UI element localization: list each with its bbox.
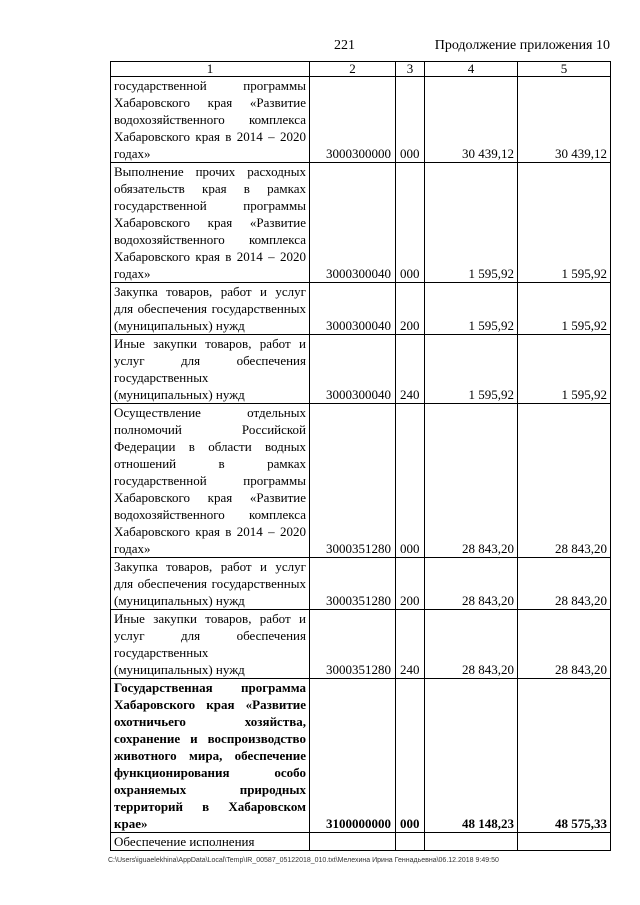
expense-type-code-cell: 200 xyxy=(396,558,425,610)
column-header: 4 xyxy=(425,62,518,77)
row-name-cell: Иные закупки товаров, работ и услуг для обеспечения государственных (муниципальных) нужд xyxy=(111,335,310,404)
row-name-cell: государственной программы Хабаровского края «Развитие водохозяйственного комплекса Хабаровского края в 2014 – 2020 годах» xyxy=(111,77,310,163)
target-article-code-cell: 3000300000 xyxy=(310,77,396,163)
column-header: 2 xyxy=(310,62,396,77)
target-article-code-cell: 3000351280 xyxy=(310,610,396,679)
expense-type-code-cell: 000 xyxy=(396,404,425,558)
amount-cell: 30 439,12 xyxy=(425,77,518,163)
amount-cell: 1 595,92 xyxy=(518,283,611,335)
expense-type-code-cell: 000 xyxy=(396,679,425,833)
expense-type-code-cell xyxy=(396,833,425,851)
row-name-cell: Закупка товаров, работ и услуг для обеспечения государственных (муниципальных) нужд xyxy=(111,558,310,610)
expense-type-code-cell: 200 xyxy=(396,283,425,335)
amount-cell: 28 843,20 xyxy=(425,404,518,558)
target-article-code-cell xyxy=(310,833,396,851)
appendix-continuation-label: Продолжение приложения 10 xyxy=(434,38,610,53)
amount-cell: 28 843,20 xyxy=(518,558,611,610)
amount-cell: 28 843,20 xyxy=(518,610,611,679)
row-name-cell: Закупка товаров, работ и услуг для обеспечения государственных (муниципальных) нужд xyxy=(111,283,310,335)
table-row xyxy=(111,833,611,851)
amount-cell xyxy=(425,833,518,851)
expense-type-code-cell: 240 xyxy=(396,610,425,679)
target-article-code-cell: 3000300040 xyxy=(310,335,396,404)
amount-cell: 28 843,20 xyxy=(425,558,518,610)
table-row xyxy=(111,610,611,679)
amount-cell: 1 595,92 xyxy=(425,163,518,283)
table-row xyxy=(111,163,611,283)
row-name-cell: Выполнение прочих расходных обязательств края в рамках государственной программы Хабаровского края «Развитие водохозяйственного комплекса Хабаровского края в 2014 – 2020 годах» xyxy=(111,163,310,283)
row-name-cell: Иные закупки товаров, работ и услуг для обеспечения государственных (муниципальных) нужд xyxy=(111,610,310,679)
target-article-code-cell: 3000300040 xyxy=(310,283,396,335)
target-article-code-cell: 3100000000 xyxy=(310,679,396,833)
table-row xyxy=(111,679,611,833)
table-row xyxy=(111,404,611,558)
column-header: 1 xyxy=(111,62,310,77)
column-header: 5 xyxy=(518,62,611,77)
row-name-cell: Осуществление отдельных полномочий Российской Федерации в области водных отношений в рамках государственной программы Хабаровского края «Развитие водохозяйственного комплекса Хабаровского края в 2014 – 2020 годах» xyxy=(111,404,310,558)
column-header: 3 xyxy=(396,62,425,77)
amount-cell: 28 843,20 xyxy=(518,404,611,558)
budget-table xyxy=(110,61,611,851)
table-row xyxy=(111,283,611,335)
table-row xyxy=(111,77,611,163)
amount-cell: 1 595,92 xyxy=(518,163,611,283)
row-name-cell: Государственная программа Хабаровского края «Развитие охотничьего хозяйства, сохранение и воспроизводство животного мира, обеспечение функционирования особо охраняемых природных территорий в Хабаровском крае» xyxy=(111,679,310,833)
expense-type-code-cell: 240 xyxy=(396,335,425,404)
column-number-row xyxy=(111,62,611,77)
amount-cell: 1 595,92 xyxy=(518,335,611,404)
page-number: 221 xyxy=(334,38,355,53)
amount-cell: 28 843,20 xyxy=(425,610,518,679)
document-footer-path: C:\Users\iguaelekhina\AppData\Local\Temp\IR_00587_05122018_010.txt\Мелехина Ирина Геннадьевна\06.12.2018 9:49:50 xyxy=(108,857,499,864)
amount-cell: 48 575,33 xyxy=(518,679,611,833)
expense-type-code-cell: 000 xyxy=(396,77,425,163)
target-article-code-cell: 3000300040 xyxy=(310,163,396,283)
table-row xyxy=(111,335,611,404)
row-name-cell: Обеспечение исполнения xyxy=(111,833,310,851)
amount-cell: 30 439,12 xyxy=(518,77,611,163)
amount-cell: 1 595,92 xyxy=(425,283,518,335)
amount-cell: 1 595,92 xyxy=(425,335,518,404)
table-row xyxy=(111,558,611,610)
amount-cell: 48 148,23 xyxy=(425,679,518,833)
target-article-code-cell: 3000351280 xyxy=(310,558,396,610)
target-article-code-cell: 3000351280 xyxy=(310,404,396,558)
amount-cell xyxy=(518,833,611,851)
expense-type-code-cell: 000 xyxy=(396,163,425,283)
